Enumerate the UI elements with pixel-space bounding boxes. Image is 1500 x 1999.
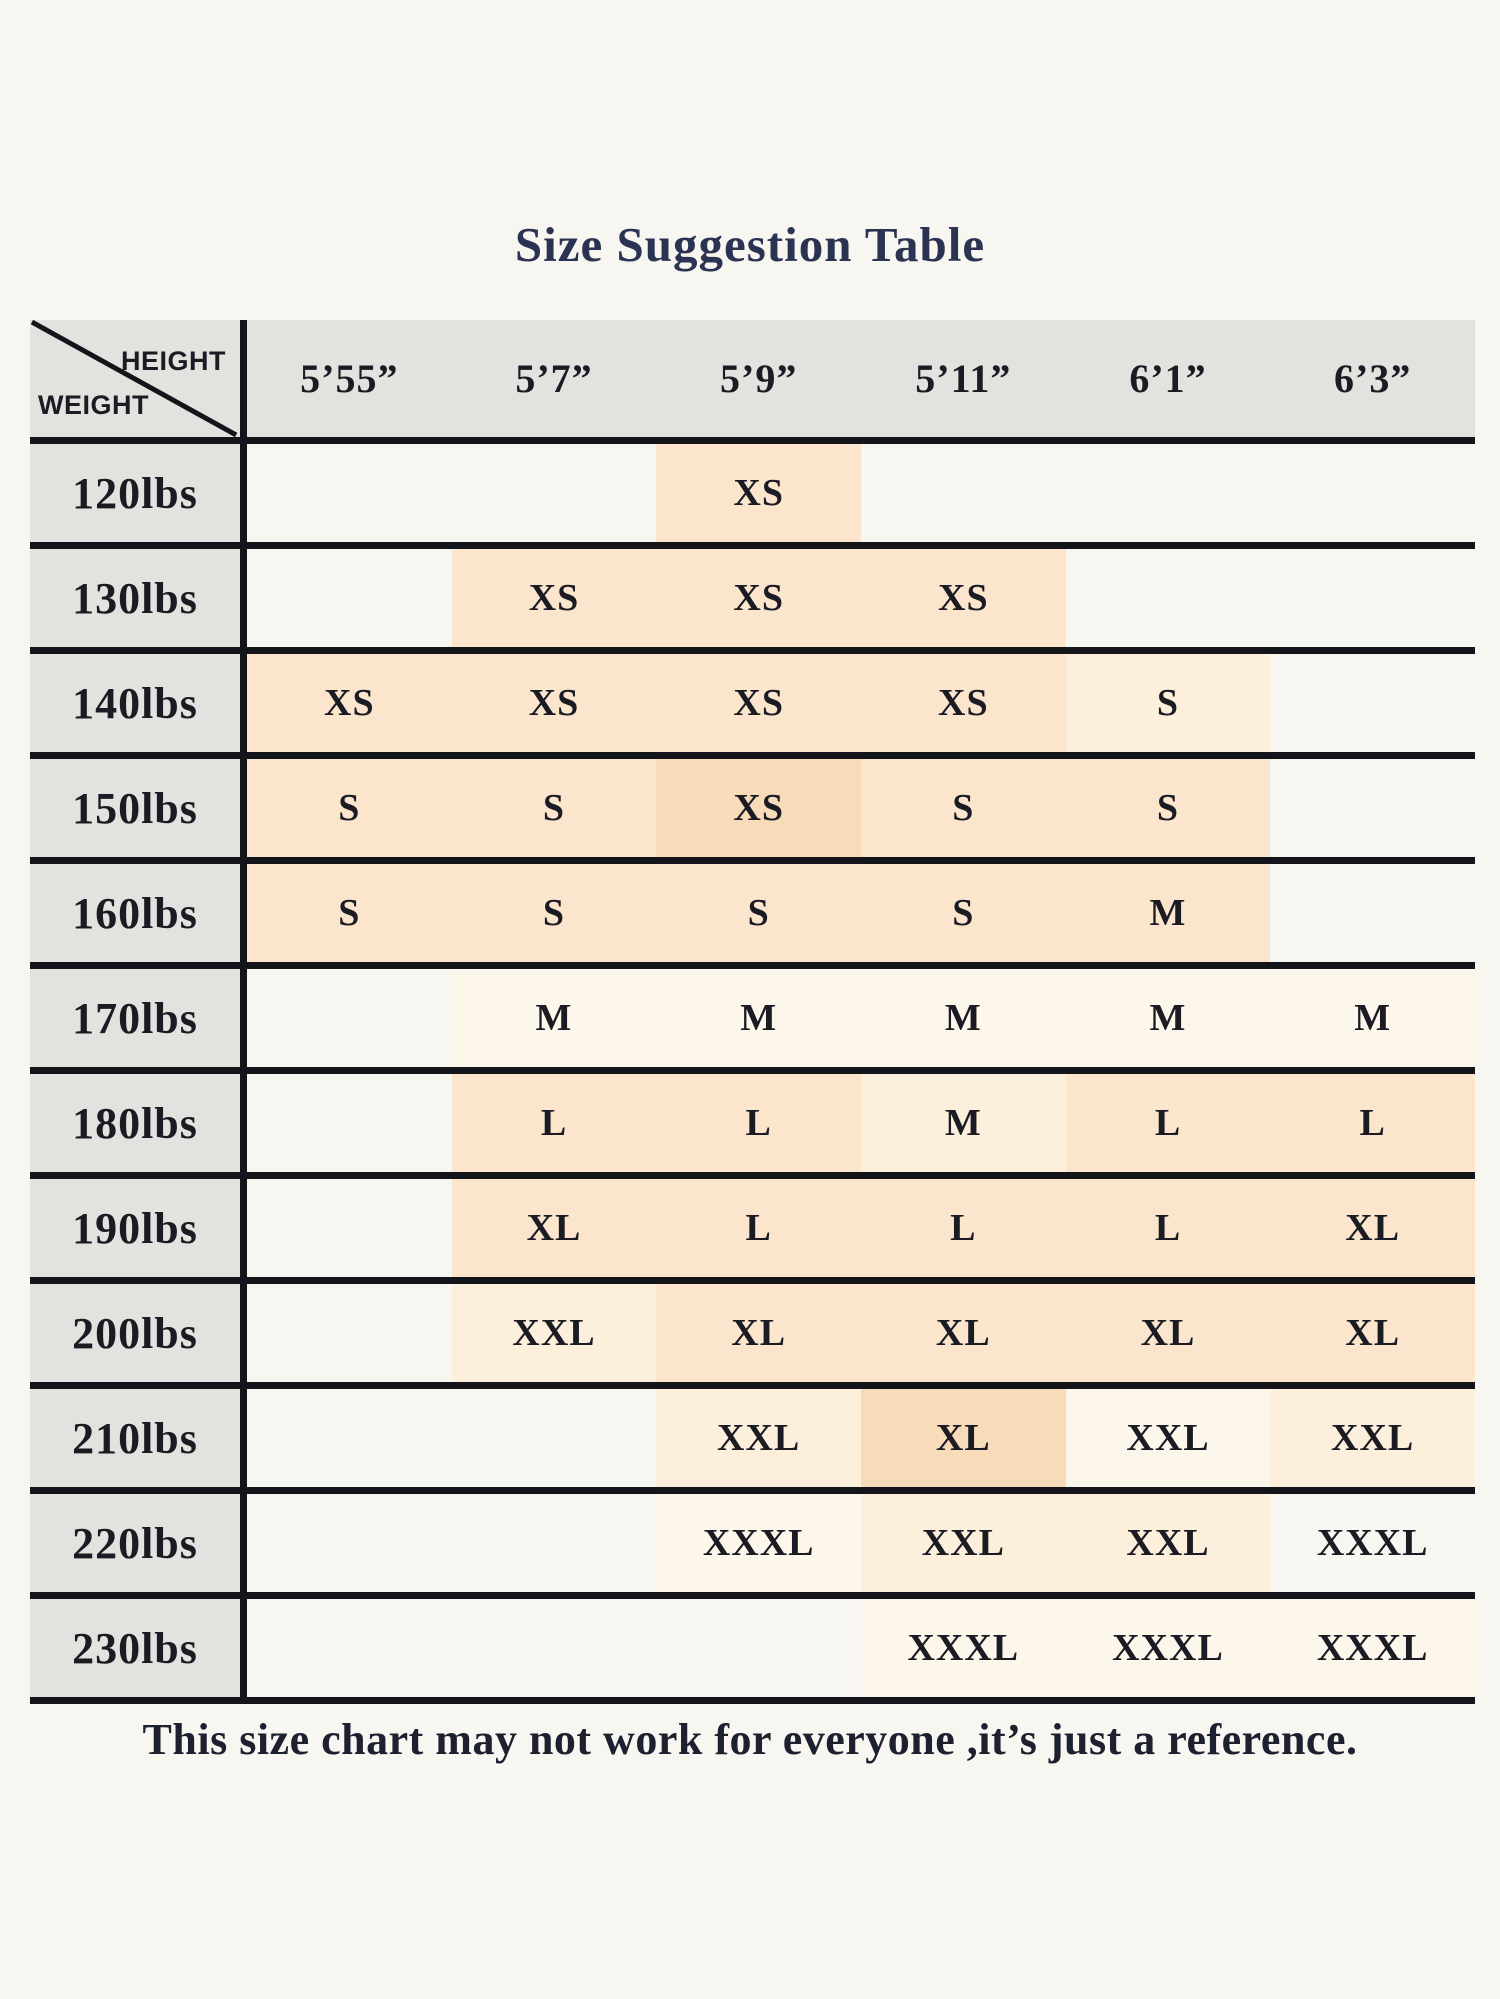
size-cell-7-4: L: [1066, 1172, 1271, 1277]
weight-label-9: 210lbs: [30, 1382, 247, 1487]
size-cell-2-3: XS: [861, 647, 1066, 752]
size-cell-10-3: XXL: [861, 1487, 1066, 1592]
size-suggestion-table: [30, 320, 1475, 1704]
size-cell-6-2: L: [656, 1067, 861, 1172]
height-header-2: 5’9”: [656, 320, 861, 437]
height-header-3: 5’11”: [861, 320, 1066, 437]
size-cell-0-4: [1066, 437, 1271, 542]
size-cell-8-2: XL: [656, 1277, 861, 1382]
weight-label-0: 120lbs: [30, 437, 247, 542]
size-cell-1-2: XS: [656, 542, 861, 647]
weight-label-5: 170lbs: [30, 962, 247, 1067]
size-cell-8-0: [247, 1277, 452, 1382]
size-cell-1-4: [1066, 542, 1271, 647]
weight-label-4: 160lbs: [30, 857, 247, 962]
size-cell-1-0: [247, 542, 452, 647]
size-cell-9-3: XL: [861, 1382, 1066, 1487]
size-cell-9-1: [452, 1382, 657, 1487]
size-cell-11-4: XXXL: [1066, 1592, 1271, 1704]
weight-label-8: 200lbs: [30, 1277, 247, 1382]
size-cell-4-0: S: [247, 857, 452, 962]
size-cell-2-4: S: [1066, 647, 1271, 752]
page-title: Size Suggestion Table: [514, 217, 986, 272]
size-cell-10-1: [452, 1487, 657, 1592]
size-cell-4-3: S: [861, 857, 1066, 962]
size-cell-0-1: [452, 437, 657, 542]
size-cell-3-3: S: [861, 752, 1066, 857]
size-cell-2-1: XS: [452, 647, 657, 752]
table-corner-cell: [30, 320, 247, 437]
size-cell-5-1: M: [452, 962, 657, 1067]
footnote: This size chart may not work for everyone ,it’s just a reference.: [142, 1715, 1358, 1764]
size-cell-11-5: XXXL: [1270, 1592, 1475, 1704]
size-cell-10-2: XXXL: [656, 1487, 861, 1592]
height-header-1: 5’7”: [452, 320, 657, 437]
size-cell-9-0: [247, 1382, 452, 1487]
height-header-0: 5’55”: [247, 320, 452, 437]
size-cell-8-5: XL: [1270, 1277, 1475, 1382]
size-cell-5-0: [247, 962, 452, 1067]
size-cell-8-3: XL: [861, 1277, 1066, 1382]
weight-label-7: 190lbs: [30, 1172, 247, 1277]
size-cell-6-3: M: [861, 1067, 1066, 1172]
size-cell-5-3: M: [861, 962, 1066, 1067]
size-cell-7-1: XL: [452, 1172, 657, 1277]
size-cell-6-4: L: [1066, 1067, 1271, 1172]
size-cell-2-2: XS: [656, 647, 861, 752]
size-cell-11-1: [452, 1592, 657, 1704]
size-cell-10-0: [247, 1487, 452, 1592]
size-cell-3-0: S: [247, 752, 452, 857]
size-cell-0-0: [247, 437, 452, 542]
height-header-4: 6’1”: [1066, 320, 1271, 437]
size-cell-8-4: XL: [1066, 1277, 1271, 1382]
size-cell-3-2: XS: [656, 752, 861, 857]
size-cell-4-2: S: [656, 857, 861, 962]
size-cell-0-5: [1270, 437, 1475, 542]
size-cell-1-3: XS: [861, 542, 1066, 647]
weight-label-1: 130lbs: [30, 542, 247, 647]
corner-weight-label: WEIGHT: [38, 390, 149, 420]
size-cell-11-3: XXXL: [861, 1592, 1066, 1704]
size-cell-9-4: XXL: [1066, 1382, 1271, 1487]
size-cell-4-4: M: [1066, 857, 1271, 962]
size-cell-9-5: XXL: [1270, 1382, 1475, 1487]
size-cell-6-0: [247, 1067, 452, 1172]
size-cell-10-5: XXXL: [1270, 1487, 1475, 1592]
size-cell-7-0: [247, 1172, 452, 1277]
size-cell-10-4: XXL: [1066, 1487, 1271, 1592]
size-cell-7-5: XL: [1270, 1172, 1475, 1277]
size-cell-7-2: L: [656, 1172, 861, 1277]
size-cell-2-5: [1270, 647, 1475, 752]
size-cell-1-1: XS: [452, 542, 657, 647]
corner-height-label: HEIGHT: [120, 346, 226, 376]
size-cell-0-3: [861, 437, 1066, 542]
size-cell-4-1: S: [452, 857, 657, 962]
size-cell-11-2: [656, 1592, 861, 1704]
size-cell-7-3: L: [861, 1172, 1066, 1277]
size-cell-3-5: [1270, 752, 1475, 857]
size-cell-5-5: M: [1270, 962, 1475, 1067]
weight-label-6: 180lbs: [30, 1067, 247, 1172]
size-cell-6-1: L: [452, 1067, 657, 1172]
size-cell-5-4: M: [1066, 962, 1271, 1067]
size-cell-4-5: [1270, 857, 1475, 962]
weight-label-10: 220lbs: [30, 1487, 247, 1592]
height-header-5: 6’3”: [1270, 320, 1475, 437]
size-cell-2-0: XS: [247, 647, 452, 752]
size-cell-3-1: S: [452, 752, 657, 857]
size-cell-8-1: XXL: [452, 1277, 657, 1382]
size-cell-9-2: XXL: [656, 1382, 861, 1487]
size-cell-5-2: M: [656, 962, 861, 1067]
size-cell-1-5: [1270, 542, 1475, 647]
size-cell-0-2: XS: [656, 437, 861, 542]
size-cell-3-4: S: [1066, 752, 1271, 857]
weight-label-3: 150lbs: [30, 752, 247, 857]
size-cell-11-0: [247, 1592, 452, 1704]
weight-label-11: 230lbs: [30, 1592, 247, 1704]
size-cell-6-5: L: [1270, 1067, 1475, 1172]
weight-label-2: 140lbs: [30, 647, 247, 752]
